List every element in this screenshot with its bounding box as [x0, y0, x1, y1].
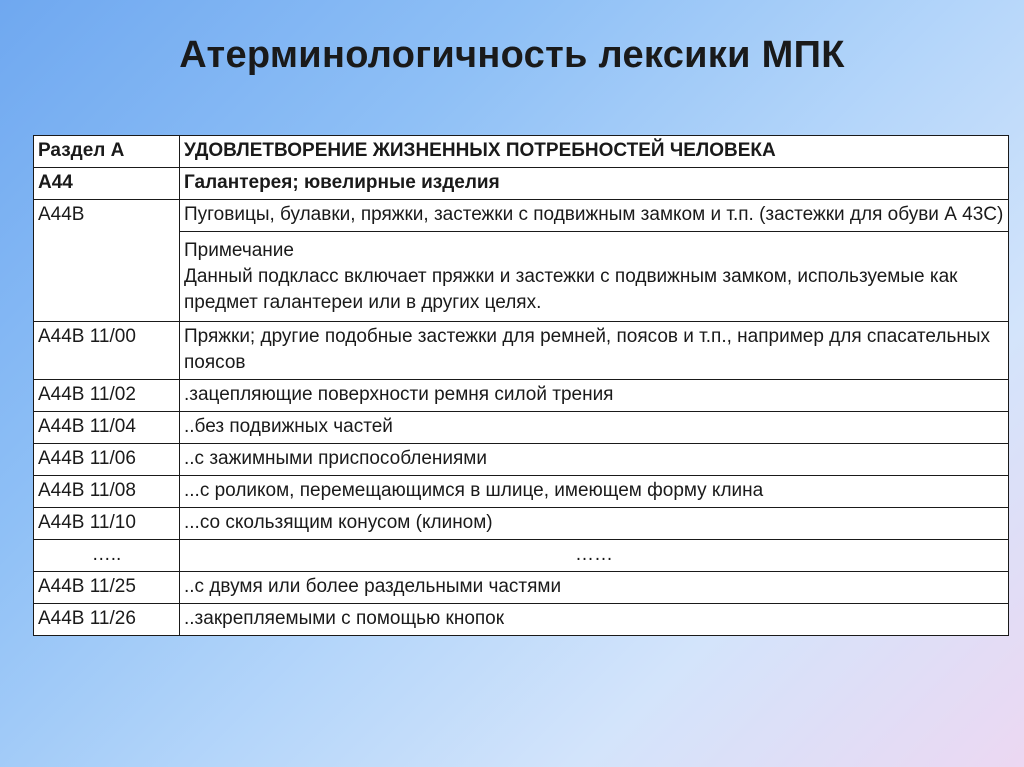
group-code-cell: А44В 11/02 — [34, 380, 180, 412]
ellipsis-code-cell: ….. — [34, 540, 180, 572]
table-row — [34, 380, 1009, 412]
section-code-cell: Раздел А — [34, 136, 180, 168]
group-desc-cell: .зацепляющие поверхности ремня силой трения — [180, 380, 1009, 412]
group-code-cell: А44В 11/00 — [34, 322, 180, 380]
group-code-cell: А44В 11/10 — [34, 508, 180, 540]
table-row — [34, 444, 1009, 476]
table-row-ellipsis — [34, 540, 1009, 572]
table-row — [34, 322, 1009, 380]
group-desc-cell: ...со скользящим конусом (клином) — [180, 508, 1009, 540]
note-title: Примечание — [184, 240, 294, 261]
group-desc-cell: ..с зажимными приспособлениями — [180, 444, 1009, 476]
group-desc-cell: Пряжки; другие подобные застежки для ремней, поясов и т.п., например для спасательных поясов — [180, 322, 1009, 380]
note-text: Данный подкласс включает пряжки и застежки с подвижным замком, используемые как предмет галантереи или в других целях. — [184, 266, 958, 313]
table-row — [34, 604, 1009, 636]
table-row — [34, 508, 1009, 540]
group-desc-cell: ...с роликом, перемещающимся в шлице, имеющем форму клина — [180, 476, 1009, 508]
subclass-note-row — [34, 232, 1009, 322]
table-row — [34, 476, 1009, 508]
subclass-code-cell: А44В — [34, 200, 180, 322]
ipc-classification-table — [33, 135, 1009, 636]
subclass-title-cell: Пуговицы, булавки, пряжки, застежки с подвижным замком и т.п. (застежки для обуви А 43С) — [180, 200, 1009, 232]
subclass-row — [34, 200, 1009, 232]
subclass-note-cell — [180, 232, 1009, 322]
class-row — [34, 168, 1009, 200]
group-code-cell: А44В 11/04 — [34, 412, 180, 444]
group-desc-cell: ..без подвижных частей — [180, 412, 1009, 444]
group-code-cell: А44В 11/08 — [34, 476, 180, 508]
table-row — [34, 572, 1009, 604]
section-title-cell: УДОВЛЕТВОРЕНИЕ ЖИЗНЕННЫХ ПОТРЕБНОСТЕЙ ЧЕЛОВЕКА — [180, 136, 1009, 168]
group-code-cell: А44В 11/25 — [34, 572, 180, 604]
class-code-cell: А44 — [34, 168, 180, 200]
group-code-cell: А44В 11/06 — [34, 444, 180, 476]
group-desc-cell: ..закрепляемыми с помощью кнопок — [180, 604, 1009, 636]
group-desc-cell: ..с двумя или более раздельными частями — [180, 572, 1009, 604]
table-row — [34, 412, 1009, 444]
slide-title: Атерминологичность лексики МПК — [179, 34, 845, 76]
table-header-row — [34, 136, 1009, 168]
class-title-cell: Галантерея; ювелирные изделия — [180, 168, 1009, 200]
group-code-cell: А44В 11/26 — [34, 604, 180, 636]
ellipsis-desc-cell: …… — [180, 540, 1009, 572]
